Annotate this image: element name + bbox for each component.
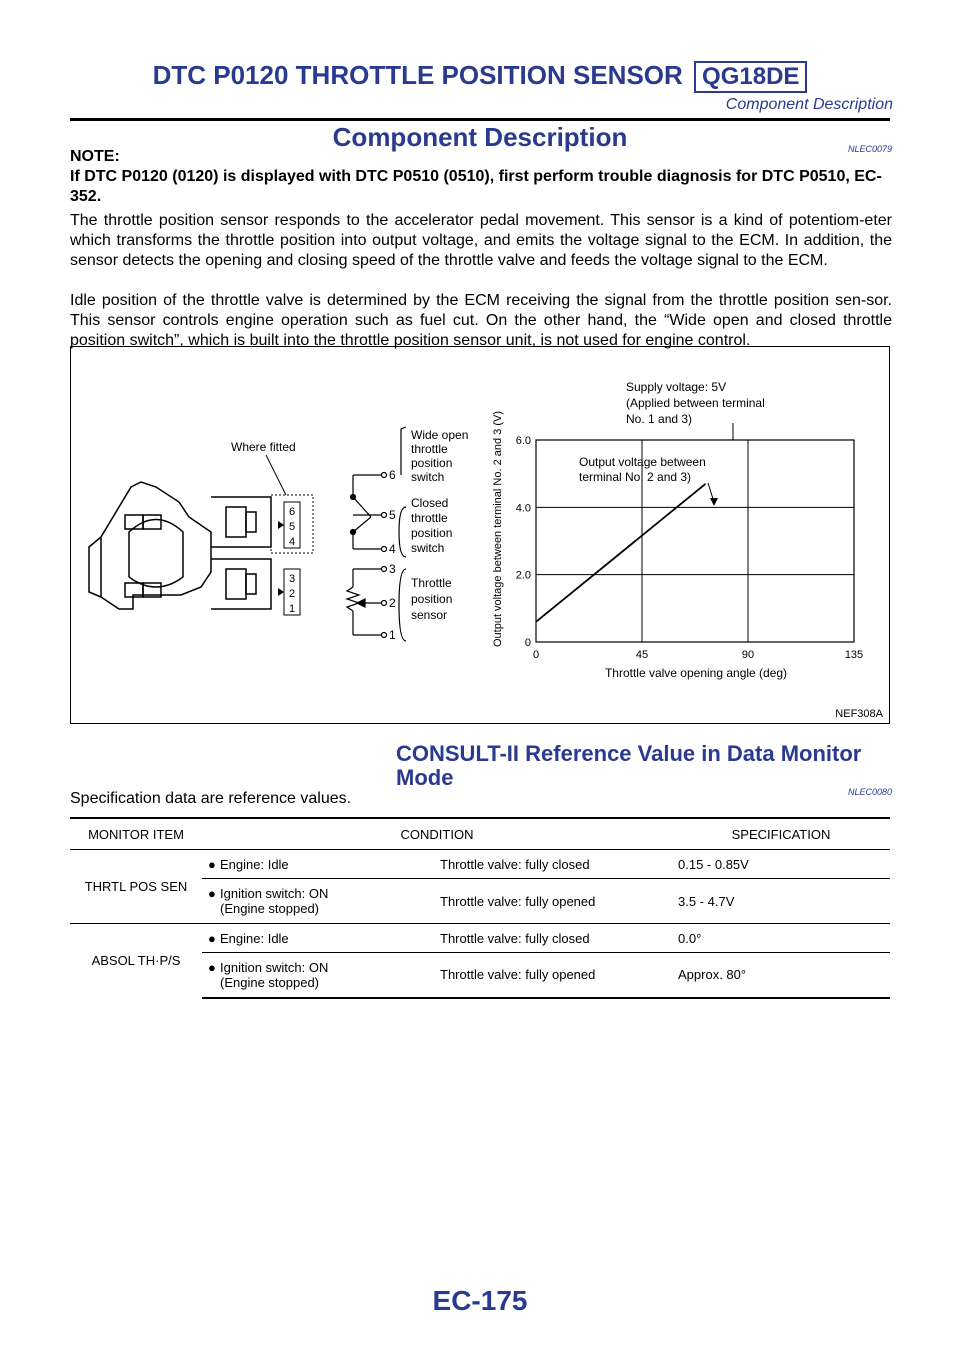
figure-svg [71, 347, 889, 723]
header-title-text: DTC P0120 THROTTLE POSITION SENSOR [152, 60, 683, 90]
paragraph-2: Idle position of the throttle valve is determined by the ECM receiving the signal from the throttle position sen-sor. This sensor controls engine operation such as fuel cut. On the other hand, the “Wide open and closed throttle position switch”, which is built into the throttle position sensor unit, is not used for engine control. [70, 292, 892, 349]
label-line: position [411, 592, 453, 606]
label-line: Throttle [411, 576, 452, 590]
column-header: MONITOR ITEM [70, 818, 202, 850]
section-heading-consult [396, 742, 876, 790]
table-row [70, 924, 890, 953]
chart-x-tick-label: 45 [635, 649, 649, 661]
connector-bottom-pin: 2 [288, 588, 296, 600]
heading-line: Mode [396, 765, 454, 790]
condition-detail-cell: Throttle valve: fully closed [434, 924, 672, 953]
section-heading-component-description: Component Description [332, 122, 628, 152]
connector-bottom-pin: 1 [288, 603, 296, 615]
switch-schematic [347, 427, 406, 641]
condition-cell [202, 850, 434, 879]
label-line: throttle [411, 442, 448, 456]
condition-detail-cell: Throttle valve: fully opened [434, 953, 672, 998]
terminal-label: 3 [389, 562, 396, 576]
note-line: No. 1 and 3) [626, 412, 693, 426]
condition-text: Ignition switch: ON [220, 886, 329, 901]
header-subtitle: Component Description [725, 96, 893, 113]
condition-text: (Engine stopped) [220, 901, 320, 916]
connector-top-latch-icon [278, 521, 284, 529]
table-row [70, 850, 890, 879]
terminal-label: 6 [389, 468, 396, 482]
condition-text: (Engine stopped) [220, 974, 320, 990]
heading-line: CONSULT-II Reference Value in Data Monitor [396, 741, 862, 766]
chart-series-line [536, 484, 706, 622]
note-label: NOTE: [70, 148, 120, 165]
section-code: NLEC0079 [847, 144, 892, 154]
where-fitted-label: Where fitted [231, 440, 296, 454]
note-block [70, 147, 892, 207]
figure-id: NEF308A [835, 708, 883, 720]
chart-x-tick-label: 135 [844, 649, 864, 661]
engine-badge: QG18DE [694, 61, 807, 93]
throttle-sensor-figure [70, 346, 890, 724]
bullet-icon: ● [208, 959, 216, 975]
condition-cell [202, 953, 434, 998]
terminal-label: 5 [389, 508, 396, 522]
chart-y-axis-label: Output voltage between terminal No. 2 and 3 (V) [492, 410, 504, 648]
throttle-sensor-label [411, 576, 452, 622]
chart-y-tick-label: 0 [524, 637, 531, 649]
note-line: terminal No. 2 and 3) [579, 470, 692, 484]
condition-text: Ignition switch: ON [220, 959, 329, 975]
label-line: sensor [411, 608, 448, 622]
bullet-icon: ● [208, 930, 216, 946]
output-voltage-note [579, 455, 706, 484]
label-line: position [411, 456, 453, 470]
label-line: switch [411, 541, 445, 555]
supply-voltage-note [626, 380, 765, 426]
paragraph-1: The throttle position sensor responds to the accelerator pedal movement. This sensor is a kind of potentiom-eter which transforms the throttle position into output voltage, and emits the voltage signal to the ECM. In addition, the sensor detects the opening and closing speed of the throttle valve and feeds the voltage signal to the ECM. [70, 212, 892, 269]
specification-cell: Approx. 80° [672, 953, 890, 998]
note-line: (Applied between terminal [626, 396, 765, 410]
connector-top-pin: 5 [288, 521, 296, 533]
connector-top-pin: 6 [288, 506, 296, 518]
spec-intro: Specification data are reference values. [70, 790, 352, 807]
closed-switch-label [411, 496, 452, 555]
label-line: throttle [411, 511, 448, 525]
condition-detail-cell: Throttle valve: fully closed [434, 850, 672, 879]
terminal-label: 1 [389, 628, 396, 642]
condition-cell [202, 924, 434, 953]
connector-top-pin: 4 [288, 536, 296, 548]
header-rule [70, 118, 890, 121]
section2-code: NLEC0080 [847, 787, 892, 797]
chart-x-tick-label: 90 [741, 649, 755, 661]
wide-open-switch-label [411, 428, 468, 484]
specification-cell: 0.15 - 0.85V [672, 850, 890, 879]
specification-cell: 0.0° [672, 924, 890, 953]
note-text: If DTC P0120 (0120) is displayed with DTC P0510 (0510), first perform trouble diagnosis for DTC P0510, EC-352. [70, 168, 882, 205]
condition-detail-cell: Throttle valve: fully opened [434, 879, 672, 924]
chart-y-tick-label: 4.0 [515, 502, 531, 515]
chart-y-tick-label: 2.0 [515, 569, 531, 582]
note-line: Supply voltage: 5V [626, 380, 727, 394]
condition-text: Engine: Idle [220, 856, 289, 872]
label-line: position [411, 526, 453, 540]
column-header: SPECIFICATION [672, 818, 890, 850]
table-header-row [70, 818, 890, 850]
chart-x-tick-label: 0 [532, 649, 540, 661]
output-note-arrow-icon [710, 498, 718, 506]
sensor-body-illustration [89, 482, 271, 609]
page-number: EC-175 [432, 1285, 528, 1316]
connector-bottom-latch-icon [278, 588, 284, 596]
terminal-label: 2 [389, 596, 396, 610]
label-line: Wide open [411, 428, 469, 442]
label-line: switch [411, 470, 445, 484]
reference-value-table [70, 817, 890, 999]
monitor-item-cell: THRTL POS SEN [70, 850, 202, 924]
connector-bottom-pin: 3 [288, 573, 296, 585]
terminal-label: 4 [389, 542, 396, 556]
page-header-title [0, 60, 960, 93]
monitor-item-cell: ABSOL TH·P/S [70, 924, 202, 998]
bullet-icon: ● [208, 856, 216, 872]
chart-x-axis-label: Throttle valve opening angle (deg) [604, 666, 788, 680]
chart-y-tick-label: 6.0 [515, 435, 531, 447]
label-line: Closed [411, 496, 449, 510]
specification-cell: 3.5 - 4.7V [672, 879, 890, 924]
column-header: CONDITION [202, 818, 672, 850]
where-fitted-leader [266, 455, 286, 495]
condition-text: Engine: Idle [220, 930, 289, 946]
bullet-icon: ● [208, 886, 216, 901]
note-line: Output voltage between [579, 455, 706, 469]
condition-cell [202, 879, 434, 924]
